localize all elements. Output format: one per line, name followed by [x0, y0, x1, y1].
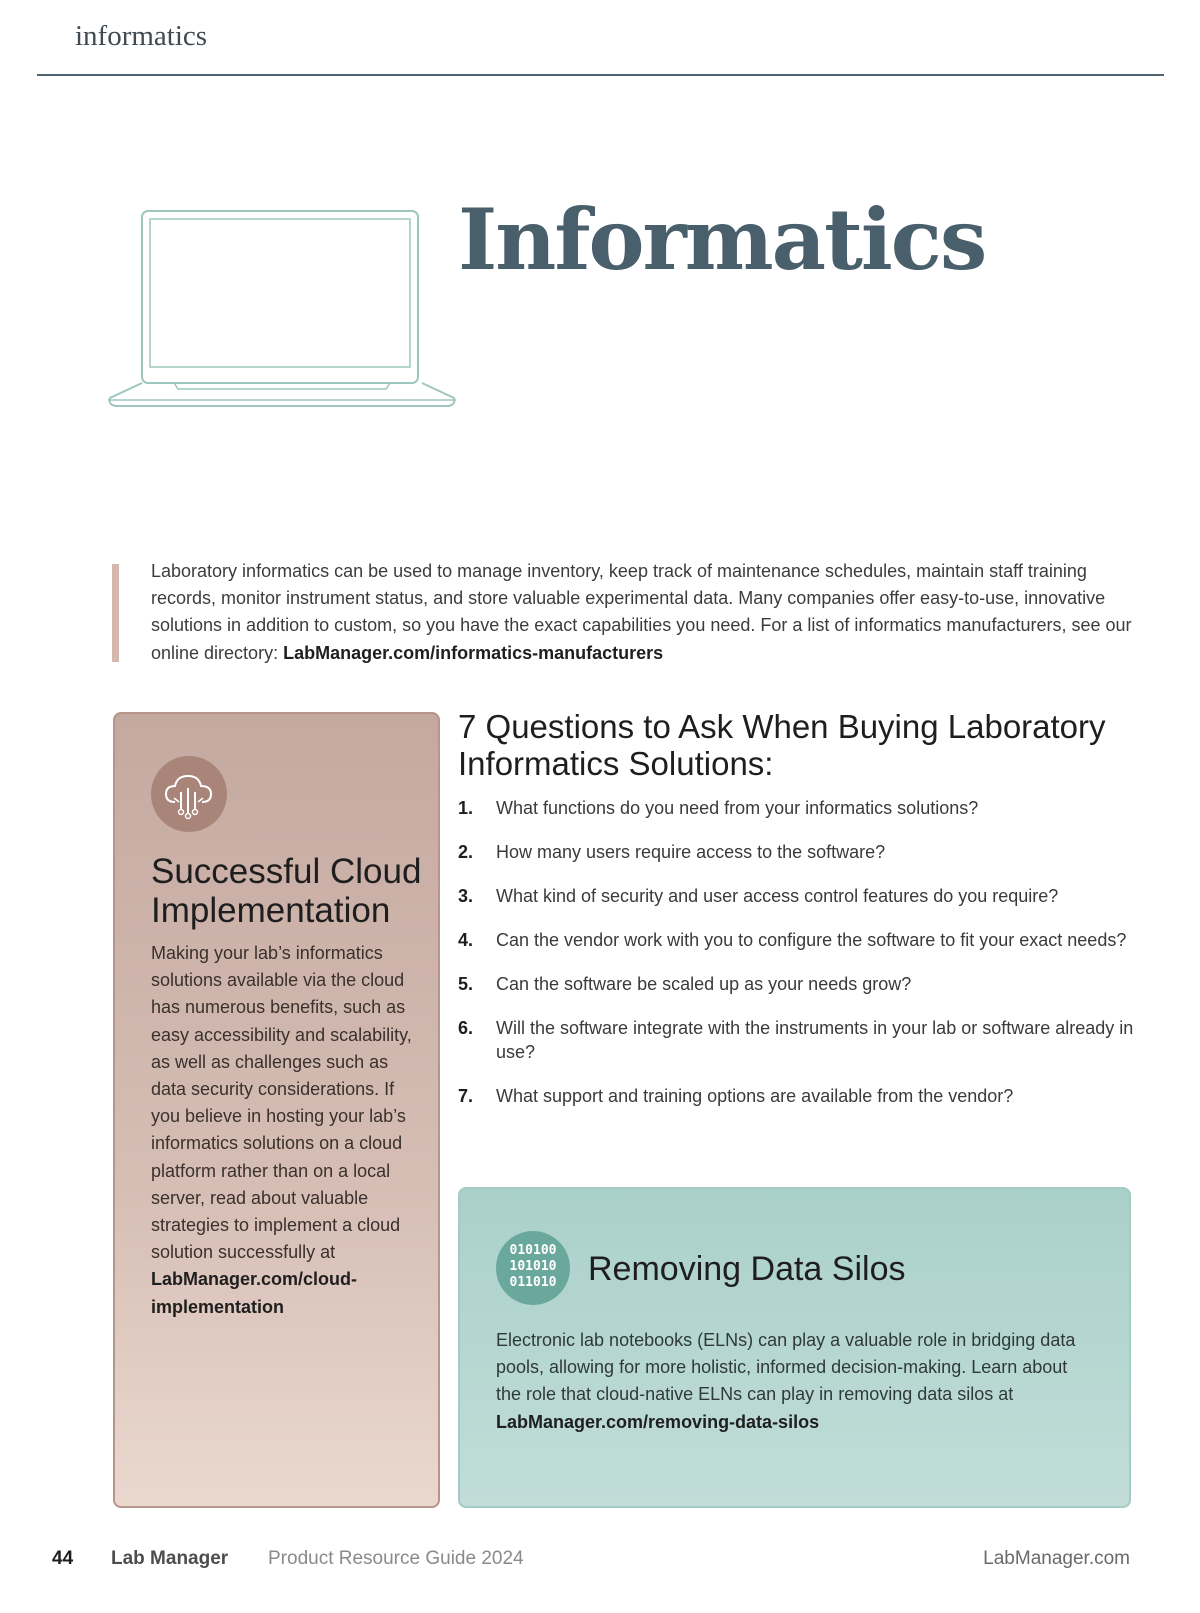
- questions-list: [458, 796, 1163, 1128]
- laptop-icon: [104, 208, 460, 414]
- question-text: Will the software integrate with the instruments in your lab or software already in use?: [496, 1018, 1134, 1062]
- question-text: What support and training options are available from the vendor?: [496, 1086, 1014, 1106]
- header-rule: [37, 74, 1164, 76]
- question-number: 3.: [458, 886, 474, 906]
- data-silos-card: [458, 1187, 1131, 1508]
- publication-name: Product Resource Guide 2024: [268, 1548, 524, 1569]
- question-number: 4.: [458, 930, 474, 950]
- cloud-card-title: Successful Cloud Implementation: [151, 852, 422, 930]
- question-item: [458, 1016, 1163, 1064]
- question-text: What kind of security and user access control features do you require?: [496, 886, 1059, 906]
- cloud-implementation-card: [113, 712, 440, 1508]
- question-item: [458, 796, 1163, 820]
- question-item: [458, 884, 1163, 908]
- site-link[interactable]: LabManager.com: [983, 1548, 1130, 1569]
- running-head: informatics: [75, 20, 208, 52]
- binary-row: 101010: [509, 1259, 557, 1274]
- binary-bits: [496, 1243, 570, 1291]
- cloud-circuit-icon: [151, 756, 227, 832]
- question-item: [458, 840, 1163, 864]
- question-text: How many users require access to the software?: [496, 842, 886, 862]
- page-title: Informatics: [458, 190, 986, 289]
- binary-row: 011010: [509, 1275, 557, 1290]
- cloud-implementation-link[interactable]: LabManager.com/cloud-implementation: [151, 1269, 358, 1317]
- question-number: 1.: [458, 798, 474, 818]
- binary-row: 010100: [509, 1243, 557, 1258]
- silos-card-text: Electronic lab notebooks (ELNs) can play a valuable role in bridging data pools, allowing for more holistic, informed decision-making. Learn about the role that cloud-native ELNs can play in removing data silos at: [496, 1330, 1076, 1405]
- page-number: 44: [52, 1548, 74, 1569]
- intro-text: Laboratory informatics can be used to manage inventory, keep track of maintenance schedules, maintain staff training records, monitor instrument status, and store valuable experimental data. Many companies offer easy-to-use, innovative solutions in addition to custom, so you have the exact capabilities you need. For a list of informatics manufacturers, see our online directory:: [151, 561, 1132, 663]
- binary-data-icon: [496, 1231, 570, 1305]
- question-item: [458, 1084, 1163, 1108]
- cloud-card-text: Making your lab’s informatics solutions available via the cloud has numerous benefits, such as easy accessibility and scalability, as well as challenges such as data security considerations. If you believe in hosting your lab’s informatics solutions on a cloud platform rather than on a local server, read about valuable strategies to implement a cloud solution successfully at: [151, 943, 412, 1263]
- questions-title: 7 Questions to Ask When Buying Laboratory Informatics Solutions:: [458, 708, 1106, 782]
- question-item: [458, 928, 1163, 952]
- intro-accent-bar: [112, 564, 119, 662]
- silos-card-body: [496, 1327, 1096, 1436]
- question-number: 5.: [458, 974, 474, 994]
- question-text: Can the vendor work with you to configure the software to fit your exact needs?: [496, 930, 1127, 950]
- cloud-card-body: [151, 940, 413, 1321]
- manufacturers-link[interactable]: LabManager.com/informatics-manufacturers: [283, 642, 664, 663]
- brand-name: Lab Manager: [111, 1548, 229, 1569]
- question-number: 6.: [458, 1018, 474, 1038]
- removing-data-silos-link[interactable]: LabManager.com/removing-data-silos: [496, 1411, 820, 1432]
- question-number: 2.: [458, 842, 474, 862]
- intro-paragraph: [151, 558, 1136, 667]
- question-text: Can the software be scaled up as your needs grow?: [496, 974, 912, 994]
- silos-card-title: Removing Data Silos: [588, 1250, 906, 1288]
- question-text: What functions do you need from your informatics solutions?: [496, 798, 979, 818]
- question-number: 7.: [458, 1086, 474, 1106]
- question-item: [458, 972, 1163, 996]
- page-footer: [0, 1548, 1200, 1578]
